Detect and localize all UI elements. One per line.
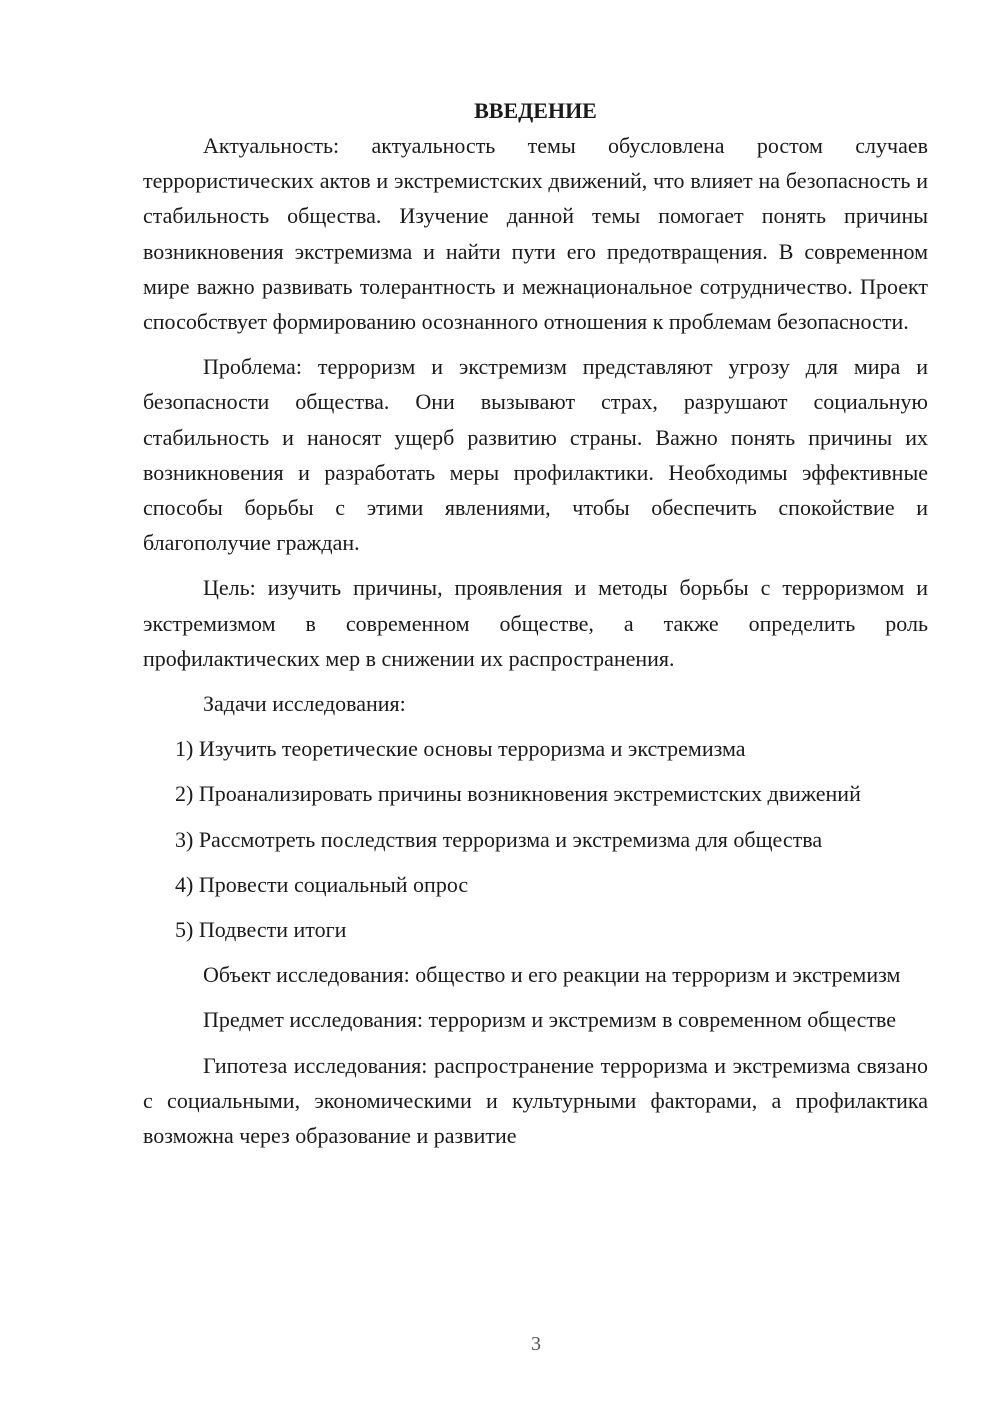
relevance-paragraph: Актуальность: актуальность темы обусловлена ростом случаев террористических актов и экстремистских движений, что влияет на безопасность и стабильность общества. Изучение данной темы помогает понять причины возникновения экстремизма и найти пути его предотвращения. В современном мире важно развивать толерантность и межнациональное сотрудничество. Проект способствует формированию осознанного отношения к проблемам безопасности.	[143, 133, 928, 335]
task-item: 4) Провести социальный опрос	[175, 871, 469, 897]
goal-paragraph: Цель: изучить причины, проявления и методы борьбы с терроризмом и экстремизмом в современном обществе, а также определить роль профилактических мер в снижении их распространения.	[143, 575, 928, 671]
task-item: 3) Рассмотреть последствия терроризма и экстремизма для общества	[175, 826, 823, 852]
hypothesis-paragraph: Гипотеза исследования: распространение терроризма и экстремизма связано с социальными, экономическими и культурными факторами, а профилактика возможна через образование и развитие	[143, 1052, 928, 1149]
task-item: 1) Изучить теоретические основы терроризма и экстремизма	[175, 736, 746, 762]
page-number: 3	[531, 1333, 541, 1355]
task-item: 5) Подвести итоги	[175, 917, 347, 943]
tasks-title: Задачи исследования:	[203, 691, 406, 717]
document-page	[143, 93, 928, 1163]
task-item: 2) Проанализировать причины возникновения экстремистских движений	[175, 781, 861, 807]
subject-paragraph: Предмет исследования: терроризм и экстремизм в современном обществе	[203, 1007, 897, 1033]
page-title: ВВЕДЕНИЕ	[474, 98, 597, 123]
object-paragraph: Объект исследования: общество и его реакции на терроризм и экстремизм	[203, 962, 901, 988]
problem-paragraph: Проблема: терроризм и экстремизм представляют угрозу для мира и безопасности общества. Они вызывают страх, разрушают социальную стабильность и наносят ущерб развитию страны. Важно понять причины их возникновения и разработать меры профилактики. Необходимы эффективные способы борьбы с этими явлениями, чтобы обеспечить спокойствие и благополучие граждан.	[143, 354, 928, 556]
